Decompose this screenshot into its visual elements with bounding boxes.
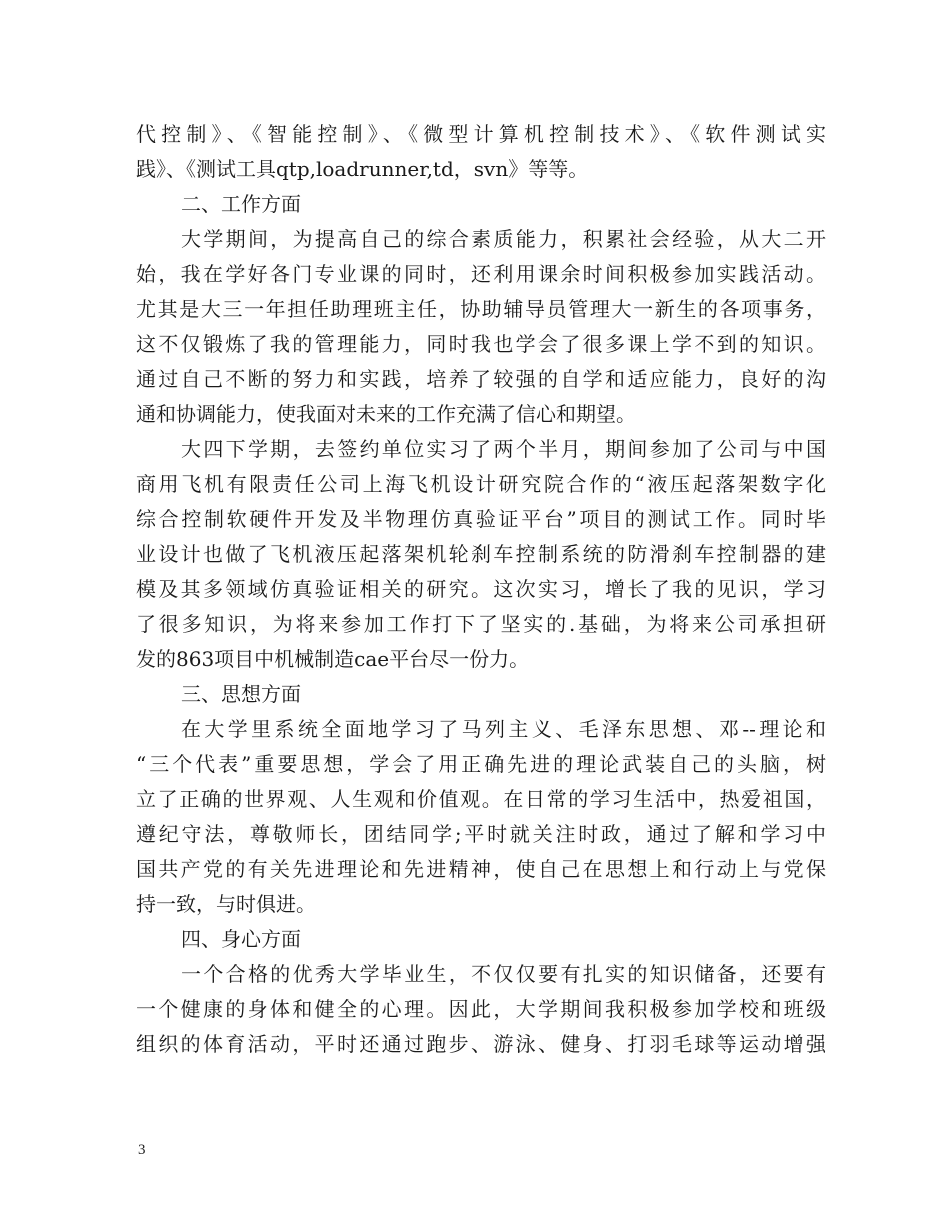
- text-line: 持一致，与时俱进。: [136, 892, 316, 916]
- text-line: 发的863项目中机械制造cae平台尽一份力。: [136, 647, 530, 671]
- text-line: 代控制》、《智能控制》、《微型计算机控制技术》、《软件测试实: [136, 122, 826, 146]
- text-line: 通和协调能力，使我面对未来的工作充满了信心和期望。: [136, 402, 636, 426]
- text-line: 一个合格的优秀大学毕业生，不仅仅要有扎实的知识储备，还要有: [181, 962, 826, 986]
- text-line: 立了正确的世界观、人生观和价值观。在日常的学习生活中，热爱祖国，: [136, 787, 826, 811]
- text-line: 大学期间，为提高自己的综合素质能力，积累社会经验，从大二开: [181, 227, 826, 251]
- text-line: 通过自己不断的努力和实践，培养了较强的自学和适应能力，良好的沟: [136, 367, 826, 391]
- text-line: 业设计也做了飞机液压起落架机轮刹车控制系统的防滑刹车控制器的建: [136, 542, 826, 566]
- text-line: 二、工作方面: [181, 192, 301, 216]
- text-line: 在大学里系统全面地学习了马列主义、毛泽东思想、邓--理论和: [181, 717, 826, 741]
- text-line: “三个代表”重要思想，学会了用正确先进的理论武装自己的头脑，树: [136, 752, 826, 776]
- text-line: 这不仅锻炼了我的管理能力，同时我也学会了很多课上学不到的知识。: [136, 332, 826, 356]
- text-line: 商用飞机有限责任公司上海飞机设计研究院合作的“液压起落架数字化: [136, 472, 826, 496]
- document-body: [136, 117, 826, 1062]
- text-line: 综合控制软硬件开发及半物理仿真验证平台”项目的测试工作。同时毕: [136, 507, 826, 531]
- page-number: 3: [138, 1142, 146, 1158]
- text-line: 三、思想方面: [181, 682, 301, 706]
- text-line: 大四下学期，去签约单位实习了两个半月，期间参加了公司与中国: [181, 437, 826, 461]
- text-line: 一个健康的身体和健全的心理。因此，大学期间我积极参加学校和班级: [136, 997, 826, 1021]
- text-line: 国共产党的有关先进理论和先进精神，使自己在思想上和行动上与党保: [136, 857, 826, 881]
- text-line: 践》、《测试工具qtp,loadrunner,td，svn》等等。: [136, 157, 589, 181]
- text-line: 了很多知识，为将来参加工作打下了坚实的.基础，为将来公司承担研: [136, 612, 826, 636]
- text-line: 组织的体育活动，平时还通过跑步、游泳、健身、打羽毛球等运动增强: [136, 1032, 826, 1056]
- text-line: 遵纪守法，尊敬师长，团结同学;平时就关注时政，通过了解和学习中: [136, 822, 826, 846]
- text-line: 模及其多领域仿真验证相关的研究。这次实习，增长了我的见识，学习: [136, 577, 826, 601]
- text-line: 始，我在学好各门专业课的同时，还利用课余时间积极参加实践活动。: [136, 262, 826, 286]
- text-line: 尤其是大三一年担任助理班主任，协助辅导员管理大一新生的各项事务，: [136, 297, 826, 321]
- text-line: 四、身心方面: [181, 927, 301, 951]
